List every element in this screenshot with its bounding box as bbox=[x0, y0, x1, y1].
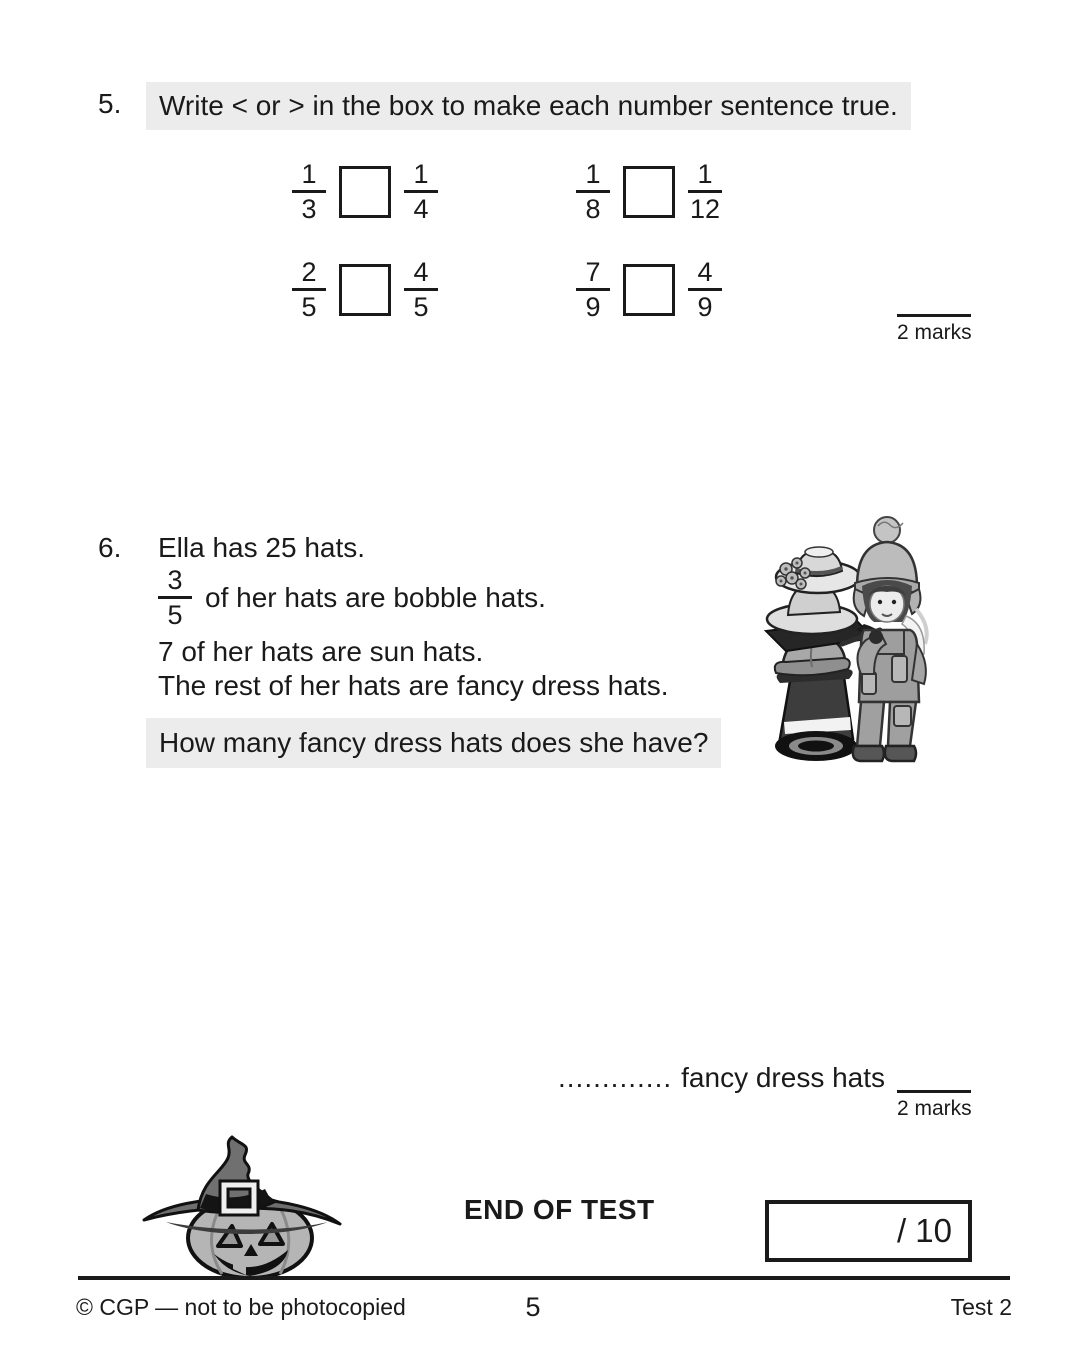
q6-statement-1: Ella has 25 hats. bbox=[158, 532, 366, 563]
q6-statement-4: The rest of her hats are fancy dress hats. bbox=[158, 670, 669, 701]
hats-illustration bbox=[752, 503, 950, 776]
numerator: 7 bbox=[585, 257, 601, 287]
fraction-left bbox=[292, 258, 326, 322]
fraction-bar bbox=[688, 190, 722, 193]
comparison-answer-box[interactable] bbox=[623, 264, 675, 316]
question-6-number: 6. bbox=[98, 532, 122, 563]
footer-test-label: Test 2 bbox=[950, 1294, 1012, 1320]
numerator: 1 bbox=[413, 159, 429, 189]
fraction-bar bbox=[688, 288, 722, 291]
end-of-test-label: END OF TEST bbox=[464, 1194, 655, 1225]
question-5-number: 5. bbox=[98, 88, 122, 119]
denominator: 12 bbox=[689, 194, 721, 225]
score-box bbox=[765, 1200, 972, 1262]
q6-answer-field[interactable]: ............. bbox=[558, 1062, 673, 1093]
numerator: 1 bbox=[697, 159, 713, 189]
denominator: 9 bbox=[697, 292, 713, 323]
fraction-bar bbox=[404, 288, 438, 291]
fraction-bar bbox=[292, 288, 326, 291]
fraction-bar bbox=[404, 190, 438, 193]
denominator: 8 bbox=[585, 194, 601, 225]
fraction-bar bbox=[292, 190, 326, 193]
fraction-right bbox=[404, 160, 438, 224]
q6-marks-indicator: 2 marks bbox=[897, 1090, 971, 1121]
comparison-answer-box[interactable] bbox=[623, 166, 675, 218]
denominator: 5 bbox=[301, 292, 317, 323]
pumpkin-illustration bbox=[136, 1134, 348, 1285]
denominator: 9 bbox=[585, 292, 601, 323]
question-5-prompt: Write < or > in the box to make each number sentence true. bbox=[146, 82, 911, 130]
q6-statement-3: 7 of her hats are sun hats. bbox=[158, 636, 484, 667]
q6-statement-2: of her hats are bobble hats. bbox=[205, 582, 546, 614]
fraction-right bbox=[404, 258, 438, 322]
comparison-answer-box[interactable] bbox=[339, 166, 391, 218]
comparison-answer-box[interactable] bbox=[339, 264, 391, 316]
denominator: 5 bbox=[413, 292, 429, 323]
fraction-bar bbox=[576, 190, 610, 193]
fraction-left bbox=[576, 160, 610, 224]
footer-page-number: 5 bbox=[525, 1292, 541, 1322]
fraction-bar bbox=[576, 288, 610, 291]
numerator: 1 bbox=[301, 159, 317, 189]
q6-answer-row bbox=[558, 1062, 885, 1094]
q6-question: How many fancy dress hats does she have? bbox=[146, 718, 721, 768]
numerator: 3 bbox=[167, 565, 183, 595]
q5-marks-indicator: 2 marks bbox=[897, 314, 971, 345]
comparison-pair bbox=[292, 258, 438, 322]
numerator: 4 bbox=[697, 257, 713, 287]
comparison-pair bbox=[292, 160, 438, 224]
fraction-bar bbox=[158, 596, 192, 599]
footer-divider bbox=[78, 1276, 1010, 1280]
pumpkin-witch-hat-icon bbox=[136, 1134, 348, 1280]
comparison-pair bbox=[576, 258, 722, 322]
fraction-right bbox=[688, 258, 722, 322]
denominator: 4 bbox=[413, 194, 429, 225]
comparison-pair bbox=[576, 160, 722, 224]
q6-answer-unit: fancy dress hats bbox=[681, 1062, 886, 1093]
score-total: / 10 bbox=[896, 1212, 952, 1249]
girl-with-hats-icon bbox=[752, 503, 950, 771]
denominator: 3 bbox=[301, 194, 317, 225]
fraction-left bbox=[292, 160, 326, 224]
numerator: 2 bbox=[301, 257, 317, 287]
fraction-left bbox=[576, 258, 610, 322]
fraction-right bbox=[688, 160, 722, 224]
fraction-three-fifths bbox=[158, 566, 192, 630]
numerator: 1 bbox=[585, 159, 601, 189]
q6-statement-2-row bbox=[158, 566, 546, 630]
denominator: 5 bbox=[167, 600, 183, 631]
footer-copyright: © CGP — not to be photocopied bbox=[76, 1294, 406, 1320]
numerator: 4 bbox=[413, 257, 429, 287]
